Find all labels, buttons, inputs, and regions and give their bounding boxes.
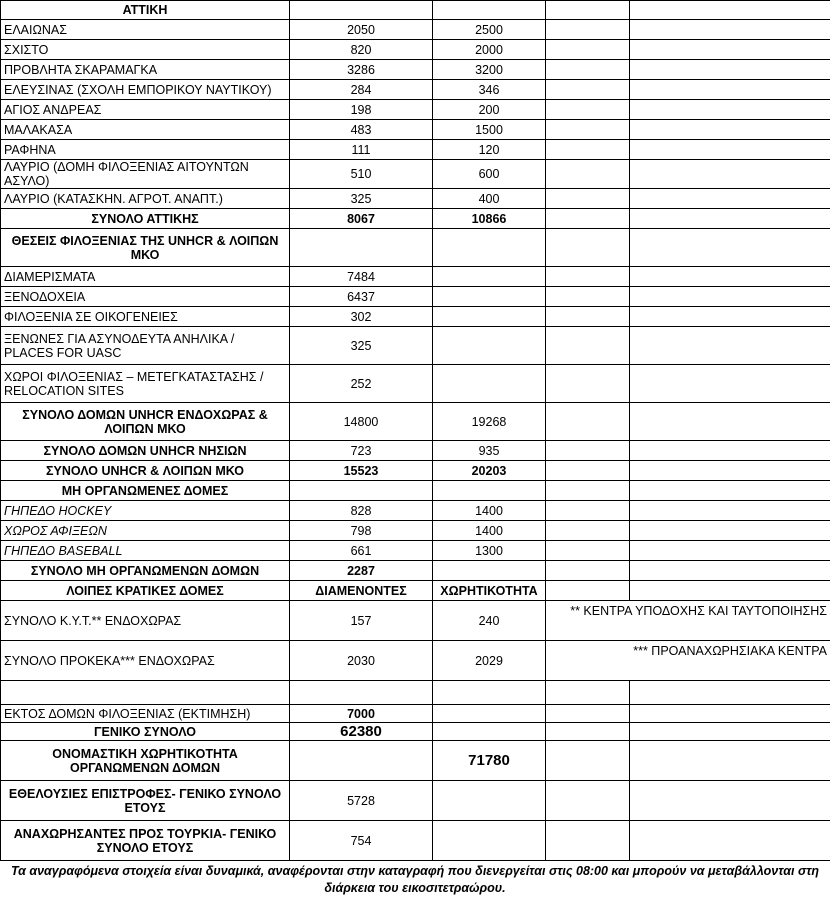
prokeka-row (1, 641, 830, 681)
capacity-value: 2500 (433, 20, 546, 40)
unhcr-islands-total-row (1, 441, 830, 461)
table-cell (546, 403, 630, 441)
table-cell (546, 581, 630, 601)
footnote-prokeka: *** ΠΡΟΑΝΑΧΩΡΗΣΙΑΚΑ ΚΕΝΤΡΑ (546, 641, 830, 681)
table-cell (546, 209, 630, 229)
capacity-value: 120 (433, 140, 546, 160)
table-cell (546, 160, 630, 189)
table-cell (630, 723, 830, 741)
table-cell (1, 681, 290, 705)
summary-label: ΕΚΤΟΣ ΔΟΜΩΝ ΦΙΛΟΞΕΝΙΑΣ (ΕΚΤΙΜΗΣΗ) (1, 705, 290, 723)
summary-label: ΟΝΟΜΑΣΤΙΚΗ ΧΩΡΗΤΙΚΟΤΗΤΑ ΟΡΓΑΝΩΜΕΝΩΝ ΔΟΜΩΝ (1, 741, 290, 781)
residents-value: 7484 (290, 267, 433, 287)
table-cell (546, 705, 630, 723)
total-residents: 2287 (290, 561, 433, 581)
summary-label: ΕΘΕΛΟΥΣΙΕΣ ΕΠΙΣΤΡΟΦΕΣ- ΓΕΝΙΚΟ ΣΥΝΟΛΟ ΕΤΟΥΣ (1, 781, 290, 821)
structure-name: ΧΩΡΟΣ ΑΦΙΞΕΩΝ (1, 521, 290, 541)
table-cell (290, 741, 433, 781)
attiki-total-row (1, 209, 830, 229)
total-capacity: 935 (433, 441, 546, 461)
table-cell (546, 267, 630, 287)
capacity-value: 2000 (433, 40, 546, 60)
table-cell (546, 481, 630, 501)
structure-name: ΦΙΛΟΞΕΝΙΑ ΣΕ ΟΙΚΟΓΕΝΕΙΕΣ (1, 307, 290, 327)
summary-value: 754 (290, 821, 433, 861)
residents-value: 6437 (290, 287, 433, 307)
table-cell (630, 267, 830, 287)
table-cell (433, 307, 546, 327)
residents-value: 198 (290, 100, 433, 120)
summary-value: 71780 (433, 741, 546, 781)
footnote-kyt: ** ΚΕΝΤΡΑ ΥΠΟΔΟΧΗΣ ΚΑΙ ΤΑΥΤΟΠΟΙΗΣΗΣ (546, 601, 830, 641)
table-row (1, 267, 830, 287)
residents-value: 302 (290, 307, 433, 327)
residents-value: 828 (290, 501, 433, 521)
total-residents: 14800 (290, 403, 433, 441)
residents-value: 2050 (290, 20, 433, 40)
structure-name: ΠΡΟΒΛΗΤΑ ΣΚΑΡΑΜΑΓΚΑ (1, 60, 290, 80)
structure-name: ΧΩΡΟΙ ΦΙΛΟΞΕΝΙΑΣ – ΜΕΤΕΓΚΑΤΑΣΤΑΣΗΣ / RELOCATION SITES (1, 365, 290, 403)
table-row (1, 307, 830, 327)
table-row (1, 140, 830, 160)
kyt-row (1, 601, 830, 641)
table-row (1, 365, 830, 403)
section-header: ΘΕΣΕΙΣ ΦΙΛΟΞΕΝΙΑΣ ΤΗΣ UNHCR & ΛΟΙΠΩΝ ΜΚΟ (1, 229, 290, 267)
capacity-value: 346 (433, 80, 546, 100)
turkey-row (1, 821, 830, 861)
residents-value: 252 (290, 365, 433, 403)
table-cell (630, 461, 830, 481)
total-capacity: 19268 (433, 403, 546, 441)
table-cell (546, 327, 630, 365)
table-cell (630, 501, 830, 521)
column-header-residents: ΔΙΑΜΕΝΟΝΤΕΣ (290, 581, 433, 601)
table-cell (546, 781, 630, 821)
capacity-value: 3200 (433, 60, 546, 80)
structure-name: ΛΑΥΡΙΟ (ΔΟΜΗ ΦΙΛΟΞΕΝΙΑΣ ΑΙΤΟΥΝΤΩΝ ΑΣΥΛΟ) (1, 160, 290, 189)
table-cell (630, 80, 830, 100)
residents-value: 157 (290, 601, 433, 641)
table-cell (546, 501, 630, 521)
section-header: ΛΟΙΠΕΣ ΚΡΑΤΙΚΕΣ ΔΟΜΕΣ (1, 581, 290, 601)
structure-name: ΓΗΠΕΔΟ BASEBALL (1, 541, 290, 561)
table-cell (630, 209, 830, 229)
total-capacity: 10866 (433, 209, 546, 229)
table-cell (630, 40, 830, 60)
table-row (1, 60, 830, 80)
table-cell (546, 541, 630, 561)
table-cell (546, 287, 630, 307)
table-cell (630, 681, 830, 705)
total-label: ΣΥΝΟΛΟ UNHCR & ΛΟΙΠΩΝ ΜΚΟ (1, 461, 290, 481)
structure-name: ΕΛΑΙΩΝΑΣ (1, 20, 290, 40)
residents-value: 325 (290, 327, 433, 365)
table-cell (630, 581, 830, 601)
table-cell (630, 287, 830, 307)
total-label: ΣΥΝΟΛΟ ΜΗ ΟΡΓΑΝΩΜΕΝΩΝ ΔΟΜΩΝ (1, 561, 290, 581)
table-cell (630, 100, 830, 120)
structure-name: ΡΑΦΗΝΑ (1, 140, 290, 160)
table-cell (433, 705, 546, 723)
structure-name: ΣΥΝΟΛΟ ΠΡΟΚΕΚΑ*** ΕΝΔΟΧΩΡΑΣ (1, 641, 290, 681)
table-row (1, 80, 830, 100)
table-cell (290, 681, 433, 705)
table-cell (546, 229, 630, 267)
table-row (1, 189, 830, 209)
structure-name: ΔΙΑΜΕΡΙΣΜΑΤΑ (1, 267, 290, 287)
structure-name: ΣΧΙΣΤΟ (1, 40, 290, 60)
table-cell (433, 365, 546, 403)
table-row (1, 541, 830, 561)
table-cell (546, 20, 630, 40)
table-cell (433, 267, 546, 287)
residents-value: 483 (290, 120, 433, 140)
table-cell (546, 80, 630, 100)
table-cell (630, 403, 830, 441)
state-header-row (1, 581, 830, 601)
table-cell (433, 327, 546, 365)
table-cell (290, 229, 433, 267)
table-cell (630, 229, 830, 267)
table-cell (630, 481, 830, 501)
table-cell (433, 681, 546, 705)
table-cell (630, 20, 830, 40)
table-cell (546, 461, 630, 481)
table-row (1, 521, 830, 541)
capacity-value: 1400 (433, 501, 546, 521)
table-row (1, 40, 830, 60)
table-cell (546, 821, 630, 861)
voluntary-returns-row (1, 781, 830, 821)
table-cell (630, 140, 830, 160)
capacity-value: 1500 (433, 120, 546, 140)
total-residents: 15523 (290, 461, 433, 481)
capacity-value: 200 (433, 100, 546, 120)
residents-value: 3286 (290, 60, 433, 80)
summary-label: ΑΝΑΧΩΡΗΣΑΝΤΕΣ ΠΡΟΣ ΤΟΥΡΚΙΑ- ΓΕΝΙΚΟ ΣΥΝΟΛΟ ΕΤΟΥΣ (1, 821, 290, 861)
table-row (1, 100, 830, 120)
unhcr-mainland-total-row (1, 403, 830, 441)
table-cell (630, 441, 830, 461)
structure-name: ΑΓΙΟΣ ΑΝΔΡΕΑΣ (1, 100, 290, 120)
table-cell (630, 541, 830, 561)
unorganized-header-row (1, 481, 830, 501)
structure-name: ΕΛΕΥΣΙΝΑΣ (ΣΧΟΛΗ ΕΜΠΟΡΙΚΟΥ ΝΑΥΤΙΚΟΥ) (1, 80, 290, 100)
structure-name: ΜΑΛΑΚΑΣΑ (1, 120, 290, 140)
table-cell (546, 521, 630, 541)
table-cell (630, 327, 830, 365)
table-cell (433, 781, 546, 821)
table-cell (546, 307, 630, 327)
grand-total-row (1, 723, 830, 741)
structure-name: ΞΕΝΩΝΕΣ ΓΙΑ ΑΣΥΝΟΔΕΥΤΑ ΑΝΗΛΙΚΑ / PLACES FOR UASC (1, 327, 290, 365)
spacer-row (1, 681, 830, 705)
residents-value: 111 (290, 140, 433, 160)
table-cell (546, 100, 630, 120)
structure-name: ΞΕΝΟΔΟΧΕΙΑ (1, 287, 290, 307)
capacity-value: 240 (433, 601, 546, 641)
total-residents: 723 (290, 441, 433, 461)
footer-note: Τα αναγραφόμενα στοιχεία είναι δυναμικά, αναφέρονται στην καταγραφή που διενεργείται στις 08:00 και μπορούν να μεταβάλλονται στη διάρκεια του εικοσιτετραώρου. (0, 861, 830, 897)
capacity-value: 400 (433, 189, 546, 209)
table-cell (630, 705, 830, 723)
table-cell (630, 120, 830, 140)
total-label: ΣΥΝΟΛΟ ΔΟΜΩΝ UNHCR ΕΝΔΟΧΩΡΑΣ & ΛΟΙΠΩΝ ΜΚΟ (1, 403, 290, 441)
residents-value: 510 (290, 160, 433, 189)
residents-value: 284 (290, 80, 433, 100)
table-cell (433, 723, 546, 741)
table-cell (546, 723, 630, 741)
table-cell (433, 481, 546, 501)
table-row (1, 327, 830, 365)
table-row (1, 287, 830, 307)
residents-value: 820 (290, 40, 433, 60)
nominal-capacity-row (1, 741, 830, 781)
table-cell (546, 365, 630, 403)
summary-value: 7000 (290, 705, 433, 723)
table-cell (546, 60, 630, 80)
table-row (1, 501, 830, 521)
table-cell (433, 821, 546, 861)
table-cell (630, 521, 830, 541)
section-header: ΜΗ ΟΡΓΑΝΩΜΕΝΕΣ ΔΟΜΕΣ (1, 481, 290, 501)
total-label: ΣΥΝΟΛΟ ΑΤΤΙΚΗΣ (1, 209, 290, 229)
attiki-header: ΑΤΤΙΚΗ (1, 1, 290, 20)
capacity-value: 1300 (433, 541, 546, 561)
table-cell (290, 481, 433, 501)
capacity-value: 2029 (433, 641, 546, 681)
table-cell (546, 140, 630, 160)
table-cell (630, 561, 830, 581)
table-cell (546, 40, 630, 60)
table-cell (546, 741, 630, 781)
table-cell (630, 189, 830, 209)
table-cell (630, 307, 830, 327)
table-cell (630, 781, 830, 821)
structure-name: ΛΑΥΡΙΟ (ΚΑΤΑΣΚΗΝ. ΑΓΡΟΤ. ΑΝΑΠΤ.) (1, 189, 290, 209)
total-capacity: 20203 (433, 461, 546, 481)
table-cell (630, 741, 830, 781)
table-cell (630, 365, 830, 403)
capacity-value: 1400 (433, 521, 546, 541)
table-cell (546, 681, 630, 705)
table-cell (546, 189, 630, 209)
table-row (1, 160, 830, 189)
total-residents: 8067 (290, 209, 433, 229)
table-cell (630, 821, 830, 861)
table-cell (630, 160, 830, 189)
table-cell (433, 561, 546, 581)
table-row (1, 120, 830, 140)
table-cell (630, 60, 830, 80)
grand-total-value: 62380 (290, 723, 433, 741)
unhcr-total-row (1, 461, 830, 481)
table-cell (546, 441, 630, 461)
table-cell (546, 561, 630, 581)
residents-value: 661 (290, 541, 433, 561)
attiki-header-row (1, 1, 830, 20)
residents-value: 2030 (290, 641, 433, 681)
table-row (1, 20, 830, 40)
grand-total-label: ΓΕΝΙΚΟ ΣΥΝΟΛΟ (1, 723, 290, 741)
summary-value: 5728 (290, 781, 433, 821)
unorganized-total-row (1, 561, 830, 581)
capacity-value: 600 (433, 160, 546, 189)
outside-row (1, 705, 830, 723)
table-cell (433, 229, 546, 267)
unhcr-header-row (1, 229, 830, 267)
column-header-capacity: ΧΩΡΗΤΙΚΟΤΗΤΑ (433, 581, 546, 601)
table-cell (546, 120, 630, 140)
table-cell (433, 287, 546, 307)
residents-value: 798 (290, 521, 433, 541)
structure-name: ΣΥΝΟΛΟ Κ.Υ.Τ.** ΕΝΔΟΧΩΡΑΣ (1, 601, 290, 641)
total-label: ΣΥΝΟΛΟ ΔΟΜΩΝ UNHCR ΝΗΣΙΩΝ (1, 441, 290, 461)
structure-name: ΓΗΠΕΔΟ HOCKEY (1, 501, 290, 521)
residents-value: 325 (290, 189, 433, 209)
